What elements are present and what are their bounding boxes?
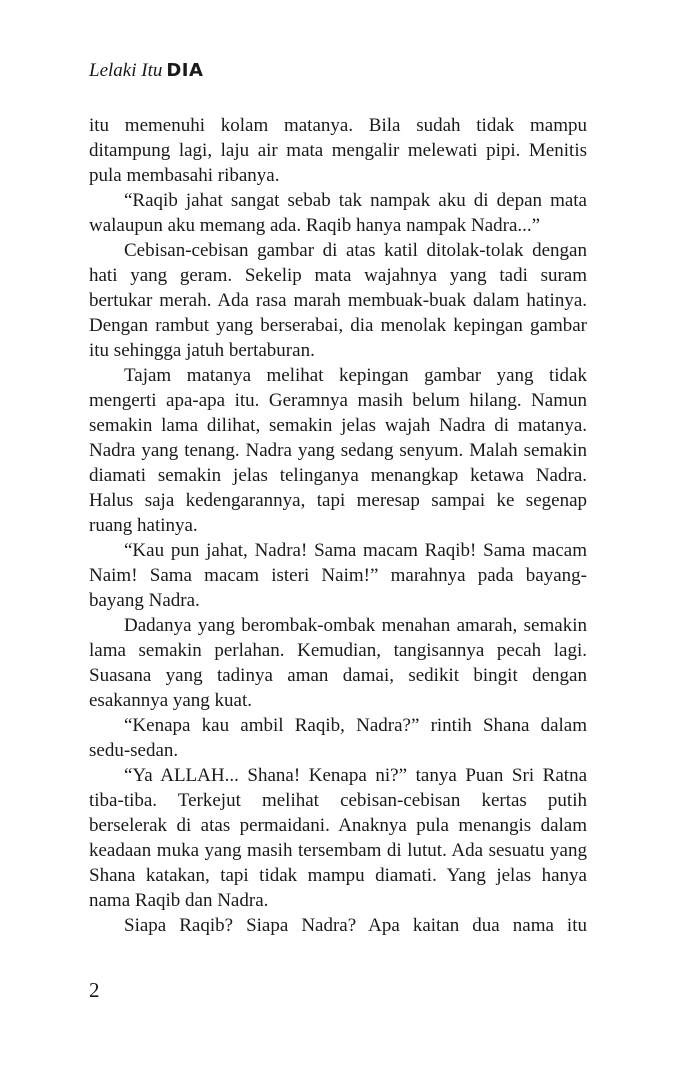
running-header [89, 60, 203, 82]
paragraph: “Raqib jahat sangat sebab tak nampak aku di depan mata walaupun aku memang ada. Raqib hanya nampak Nadra...” [89, 190, 587, 236]
paragraph: “Kenapa kau ambil Raqib, Nadra?” rintih Shana dalam sedu-sedan. [89, 715, 587, 761]
paragraph: Cebisan-cebisan gambar di atas katil ditolak-tolak dengan hati yang geram. Sekelip mata wajahnya yang tadi suram bertukar merah. Ada rasa marah membuak-buak dalam hatinya. Dengan rambut yang berserabai, dia menolak kepingan gambar itu sehingga jatuh bertaburan. [89, 240, 587, 361]
paragraph: Siapa Raqib? Siapa Nadra? Apa kaitan dua nama itu [124, 915, 587, 936]
paragraph: Tajam matanya melihat kepingan gambar yang tidak mengerti apa-apa itu. Geramnya masih belum hilang. Namun semakin lama dilihat, semakin jelas wajah Nadra di matanya. Nadra yang tenang. Nadra yang sedang senyum. Malah semakin diamati semakin jelas telinganya menangkap ketawa Nadra. Halus saja kedengarannya, tapi meresap sampai ke segenap ruang hatinya. [89, 365, 587, 536]
paragraph: “Ya ALLAH... Shana! Kenapa ni?” tanya Puan Sri Ratna tiba-tiba. Terkejut melihat cebisan-cebisan kertas putih berselerak di atas permaidani. Anaknya pula menangis dalam keadaan muka yang masih tersembam di lutut. Ada sesuatu yang Shana katakan, tapi tidak mampu diamati. Yang jelas hanya nama Raqib dan Nadra. [89, 765, 587, 911]
paragraph: itu memenuhi kolam matanya. Bila sudah tidak mampu ditampung lagi, laju air mata mengalir melewati pipi. Menitis pula membasahi ribanya. [89, 115, 587, 186]
page-number: 2 [89, 978, 100, 1002]
book-title-bold: DIA [166, 60, 204, 81]
book-title-italic: Lelaki Itu [89, 60, 163, 81]
paragraph: Dadanya yang berombak-ombak menahan amarah, semakin lama semakin perlahan. Kemudian, tangisannya pecah lagi. Suasana yang tadinya aman damai, sedikit bingit dengan esakannya yang kuat. [89, 615, 587, 711]
body-text [89, 113, 587, 938]
paragraph: “Kau pun jahat, Nadra! Sama macam Raqib! Sama macam Naim! Sama macam isteri Naim!” marahnya pada bayang-bayang Nadra. [89, 540, 587, 611]
